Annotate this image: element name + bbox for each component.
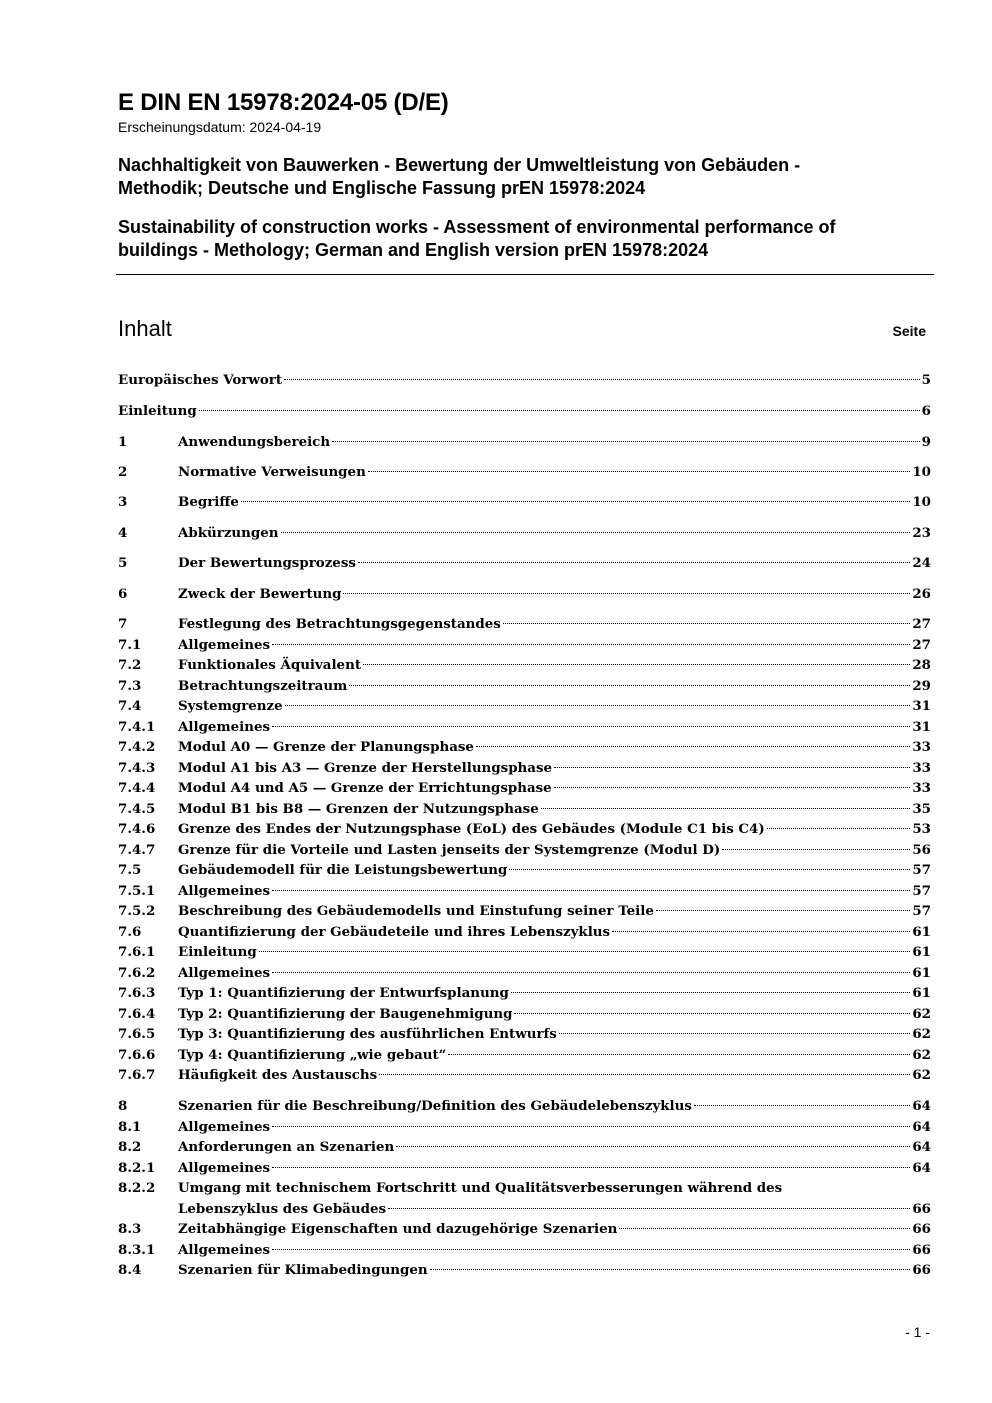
- toc-entry-number: 7.4.1: [118, 719, 156, 735]
- toc-dot-leader: [656, 910, 911, 911]
- toc-entry-title: Festlegung des Betrachtungsgegenstandes: [178, 616, 501, 632]
- toc-dot-leader: [343, 593, 910, 594]
- toc-entry-title: Einleitung: [118, 403, 197, 419]
- toc-entry[interactable]: [118, 1178, 931, 1219]
- title-german-line-1: Nachhaltigkeit von Bauwerken - Bewertung der Umweltleistung von Gebäuden -: [118, 155, 801, 175]
- toc-entry-title: Modul A1 bis A3 — Grenze der Herstellungsphase: [178, 760, 553, 776]
- toc-entry-title: Allgemeines: [178, 1160, 271, 1176]
- toc-entry-title: Grenze des Endes der Nutzungsphase (EoL) des Gebäudes (Module C1 bis C4): [178, 821, 765, 837]
- toc-dot-leader: [379, 1074, 910, 1075]
- toc-entry-line: [118, 401, 931, 422]
- toc-entry-line: [178, 799, 931, 820]
- toc-entry-line: [178, 1117, 931, 1138]
- toc-dot-leader: [363, 664, 910, 665]
- toc-entry-page: 62: [912, 1047, 931, 1063]
- toc-entry-line: [178, 778, 931, 799]
- toc-entry-page: 35: [912, 801, 931, 817]
- toc-entry-number: 7.4.7: [118, 842, 156, 858]
- toc-entry-page: 64: [912, 1119, 931, 1135]
- toc-entry-title: Lebenszyklus des Gebäudes: [178, 1200, 387, 1217]
- toc-entry-line: [178, 553, 931, 574]
- toc-dot-leader: [511, 992, 911, 993]
- toc-entry-number: 7.4.2: [118, 739, 156, 755]
- toc-entry-page: 26: [912, 586, 931, 602]
- toc-entry-line: [178, 860, 931, 881]
- toc-entry-number: 8.1: [118, 1119, 142, 1135]
- toc-entry-number: 7.2: [118, 657, 142, 673]
- toc-dot-leader: [396, 1146, 910, 1147]
- toc-entry-line: [178, 942, 931, 963]
- toc-entry-title: Allgemeines: [178, 965, 271, 981]
- toc-entry-line: [178, 432, 931, 453]
- toc-dot-leader: [509, 869, 910, 870]
- toc-heading: Inhalt: [118, 316, 172, 341]
- toc-dot-leader: [722, 849, 910, 850]
- toc-entry-page: 61: [912, 924, 931, 940]
- toc-dot-leader: [476, 746, 910, 747]
- toc-entry-number: 7.6.3: [118, 985, 156, 1001]
- toc-entry-number: 7.4: [118, 698, 142, 714]
- toc-dot-leader: [332, 441, 920, 442]
- toc-entry-line: [178, 492, 931, 513]
- toc-entry-number: 7.5: [118, 862, 142, 878]
- toc-entry-page: 10: [912, 464, 931, 480]
- toc-heading-row: [118, 315, 926, 345]
- toc-entry-page: 53: [912, 821, 931, 837]
- toc-entry-page: 31: [912, 719, 931, 735]
- toc-entry-line: [178, 819, 931, 840]
- title-english-line-1: Sustainability of construction works - Assessment of environmental performance of: [118, 217, 836, 237]
- toc-entry-line: [178, 696, 931, 717]
- toc-entry-number: 8.3.1: [118, 1242, 156, 1258]
- toc-entry-page: 23: [912, 525, 931, 541]
- document-header: [118, 88, 934, 262]
- toc-entry-page: 10: [912, 494, 931, 510]
- toc-entry-page: 24: [912, 555, 931, 571]
- toc-entry-number: 8: [118, 1098, 128, 1114]
- toc-entry-page: 62: [912, 1026, 931, 1042]
- toc-entry-title: Grenze für die Vorteile und Lasten jenseits der Systemgrenze (Modul D): [178, 842, 721, 858]
- toc-entry-page: 9: [921, 434, 931, 450]
- toc-entry-line: [178, 462, 931, 483]
- toc-entry-line: [178, 1260, 931, 1281]
- toc-dot-leader: [430, 1269, 911, 1270]
- publication-date: Erscheinungsdatum: 2024-04-19: [118, 119, 322, 135]
- toc-entry-title: Allgemeines: [178, 1242, 271, 1258]
- toc-entry-title: Zweck der Bewertung: [178, 586, 342, 602]
- toc-dot-leader: [272, 972, 910, 973]
- toc-entry-line: [178, 717, 931, 738]
- toc-page-column-label: Seite: [892, 323, 926, 339]
- toc-entry-page: 64: [912, 1160, 931, 1176]
- toc-entry-line: [178, 1158, 931, 1179]
- toc-entry-title: Typ 1: Quantifizierung der Entwurfsplanung: [178, 985, 509, 1001]
- toc-entry-line: [178, 737, 931, 758]
- toc-entry-number: 7.6.4: [118, 1006, 156, 1022]
- title-german: [118, 154, 934, 200]
- toc-entry-number: 6: [118, 586, 128, 602]
- toc-entry-title: Beschreibung des Gebäudemodells und Einstufung seiner Teile: [178, 903, 654, 919]
- toc-entry-number: 7.4.3: [118, 760, 156, 776]
- toc-entry-line: [178, 1240, 931, 1261]
- toc-entry-page: 33: [912, 780, 931, 796]
- toc-entry-line: [178, 1045, 931, 1066]
- toc-entry-line: [178, 901, 931, 922]
- toc-entry-title: Allgemeines: [178, 1119, 271, 1135]
- toc-entry-line: [178, 758, 931, 779]
- toc-dot-leader: [281, 532, 911, 533]
- toc-entry-page: 28: [912, 657, 931, 673]
- toc-entry-page: 33: [912, 739, 931, 755]
- toc-entry-page: 66: [912, 1221, 931, 1237]
- toc-entry-page: 29: [912, 678, 931, 694]
- toc-entry-title: Europäisches Vorwort: [118, 372, 283, 388]
- toc-entry-line: [118, 370, 931, 391]
- toc-entry-line: [178, 1199, 931, 1220]
- toc-entry-title-line-1: Umgang mit technischem Fortschritt und Qualitätsverbesserungen während des: [178, 1180, 783, 1196]
- toc-entry-number: 7.6.7: [118, 1067, 156, 1083]
- toc-entry-number: 8.3: [118, 1221, 142, 1237]
- toc-entry-line: [178, 1024, 931, 1045]
- toc-entry-number: 7.5.1: [118, 883, 156, 899]
- toc-entry-page: 61: [912, 965, 931, 981]
- toc-entry-number: 8.2.1: [118, 1160, 156, 1176]
- toc-entry-line: [178, 676, 931, 697]
- toc-entry-number: 7.6.2: [118, 965, 156, 981]
- toc-entry-title: Allgemeines: [178, 637, 271, 653]
- toc-entry-number: 7.4.4: [118, 780, 156, 796]
- toc-dot-leader: [272, 644, 910, 645]
- toc-dot-leader: [285, 705, 911, 706]
- toc-entry-page: 61: [912, 944, 931, 960]
- toc-entry-number: 7.5.2: [118, 903, 156, 919]
- toc-dot-leader: [767, 828, 911, 829]
- toc-dot-leader: [272, 726, 910, 727]
- toc-entry-number: 4: [118, 525, 128, 541]
- toc-dot-leader: [199, 410, 920, 411]
- toc-entry-title: Funktionales Äquivalent: [178, 657, 362, 673]
- toc-entry-page: 66: [912, 1242, 931, 1258]
- toc-entry-page: 57: [912, 862, 931, 878]
- toc-dot-leader: [619, 1228, 910, 1229]
- toc-entry-line: [178, 523, 931, 544]
- toc-entry-number: 1: [118, 434, 128, 450]
- toc-entry-title: Allgemeines: [178, 719, 271, 735]
- toc-dot-leader: [559, 1033, 911, 1034]
- toc-entry-line: [178, 635, 931, 656]
- toc-dot-leader: [259, 951, 911, 952]
- toc-dot-leader: [503, 623, 911, 624]
- toc-entry-page: 27: [912, 616, 931, 632]
- toc-entry-page: 66: [912, 1262, 931, 1278]
- toc-entry-title: Anforderungen an Szenarien: [178, 1139, 395, 1155]
- toc-entry-number: 2: [118, 464, 128, 480]
- toc-entry-page: 6: [921, 403, 931, 419]
- toc-entry-number: 7.4.5: [118, 801, 156, 817]
- toc-dot-leader: [358, 562, 910, 563]
- toc-dot-leader: [272, 1249, 910, 1250]
- toc-entry-number: 7.3: [118, 678, 142, 694]
- toc-entry-page: 31: [912, 698, 931, 714]
- toc-entry-title: Typ 3: Quantifizierung des ausführlichen Entwurfs: [178, 1026, 557, 1042]
- header-divider: [116, 274, 934, 275]
- title-german-line-2: Methodik; Deutsche und Englische Fassung prEN 15978:2024: [118, 178, 646, 198]
- toc-entry-line: [178, 963, 931, 984]
- toc-entry-page: 66: [912, 1200, 931, 1217]
- toc-entry-page: 62: [912, 1067, 931, 1083]
- toc-dot-leader: [612, 931, 910, 932]
- toc-entry-number: 7.6.1: [118, 944, 156, 960]
- toc-entry-title: Allgemeines: [178, 883, 271, 899]
- toc-entry-title: Modul A0 — Grenze der Planungsphase: [178, 739, 474, 755]
- toc-entry-line: [178, 1096, 931, 1117]
- toc-entry-page: 62: [912, 1006, 931, 1022]
- toc-entry-title: Häufigkeit des Austauschs: [178, 1067, 378, 1083]
- toc-entry-title: Der Bewertungsprozess: [178, 555, 356, 571]
- toc-dot-leader: [272, 1126, 910, 1127]
- toc-entry-title: Typ 2: Quantifizierung der Baugenehmigung: [178, 1006, 513, 1022]
- toc-entry-page: 5: [921, 372, 931, 388]
- title-english-line-2: buildings - Methology; German and English version prEN 15978:2024: [118, 240, 709, 260]
- toc-entry-title: Szenarien für die Beschreibung/Definition des Gebäudelebenszyklus: [178, 1098, 692, 1114]
- toc-dot-leader: [272, 890, 910, 891]
- toc-entry-title: Normative Verweisungen: [178, 464, 366, 480]
- toc-entry-title: Abkürzungen: [178, 525, 279, 541]
- toc-entry-line: [178, 614, 931, 635]
- toc-entry-title: Betrachtungszeitraum: [178, 678, 348, 694]
- toc-dot-leader: [241, 501, 911, 502]
- toc-entry-line: [178, 881, 931, 902]
- toc-entry-page: 56: [912, 842, 931, 858]
- toc-dot-leader: [284, 379, 920, 380]
- toc-entry-number: 8.2.2: [118, 1180, 156, 1196]
- toc-entry-title: Begriffe: [178, 494, 239, 510]
- toc-entry-number: 7.4.6: [118, 821, 156, 837]
- document-id: E DIN EN 15978:2024-05 (D/E): [118, 89, 449, 116]
- toc-dot-leader: [368, 471, 911, 472]
- toc-entry-number: 3: [118, 494, 128, 510]
- title-english: [118, 216, 934, 262]
- page-number: - 1 -: [905, 1324, 930, 1340]
- toc-entry-line: [178, 840, 931, 861]
- toc-entry-page: 33: [912, 760, 931, 776]
- toc-dot-leader: [514, 1013, 910, 1014]
- toc-dot-leader: [541, 808, 911, 809]
- toc-dot-leader: [272, 1167, 910, 1168]
- toc-entry-title: Gebäudemodell für die Leistungsbewertung: [178, 862, 508, 878]
- toc-entry-title: Anwendungsbereich: [178, 434, 331, 450]
- toc-entry-page: 64: [912, 1098, 931, 1114]
- toc-entry-number: 7.6.5: [118, 1026, 156, 1042]
- toc-dot-leader: [554, 767, 910, 768]
- toc-entry-title: Typ 4: Quantifizierung „wie gebaut“: [178, 1047, 447, 1063]
- toc-entry-page: 57: [912, 903, 931, 919]
- toc-entry-number: 7: [118, 616, 128, 632]
- toc-entry-line: [178, 983, 931, 1004]
- toc-entry-line: [178, 1219, 931, 1240]
- toc-entry-title: Einleitung: [178, 944, 257, 960]
- toc-entry-page: 61: [912, 985, 931, 1001]
- toc-entry-line: [178, 584, 931, 605]
- toc-dot-leader: [388, 1208, 910, 1209]
- toc-dot-leader: [554, 787, 911, 788]
- toc-entry-number: 8.2: [118, 1139, 142, 1155]
- toc-entry-line: [178, 1065, 931, 1086]
- toc-entry-title: Quantifizierung der Gebäudeteile und ihres Lebenszyklus: [178, 924, 611, 940]
- toc-entry-title: Modul A4 und A5 — Grenze der Errichtungsphase: [178, 780, 552, 796]
- toc-entry-page: 64: [912, 1139, 931, 1155]
- toc-entry-page: 27: [912, 637, 931, 653]
- toc-entry-number: 7.6.6: [118, 1047, 156, 1063]
- toc-entry-line: [178, 1137, 931, 1158]
- toc-entry-title: Systemgrenze: [178, 698, 283, 714]
- toc-entry-line: [178, 922, 931, 943]
- toc-entry-number: 7.6: [118, 924, 142, 940]
- toc-entry-title: Szenarien für Klimabedingungen: [178, 1262, 428, 1278]
- toc-entry-number: 8.4: [118, 1262, 142, 1278]
- toc-dot-leader: [448, 1054, 910, 1055]
- toc-entry-line: [178, 655, 931, 676]
- toc-entry-page: 57: [912, 883, 931, 899]
- toc-entry-title: Modul B1 bis B8 — Grenzen der Nutzungsphase: [178, 801, 539, 817]
- toc-entry-number: 7.1: [118, 637, 142, 653]
- toc-entry-number: 5: [118, 555, 128, 571]
- toc-entry-line: [178, 1004, 931, 1025]
- toc-entry-title: Zeitabhängige Eigenschaften und dazugehörige Szenarien: [178, 1221, 618, 1237]
- toc-dot-leader: [349, 685, 910, 686]
- toc-dot-leader: [694, 1105, 910, 1106]
